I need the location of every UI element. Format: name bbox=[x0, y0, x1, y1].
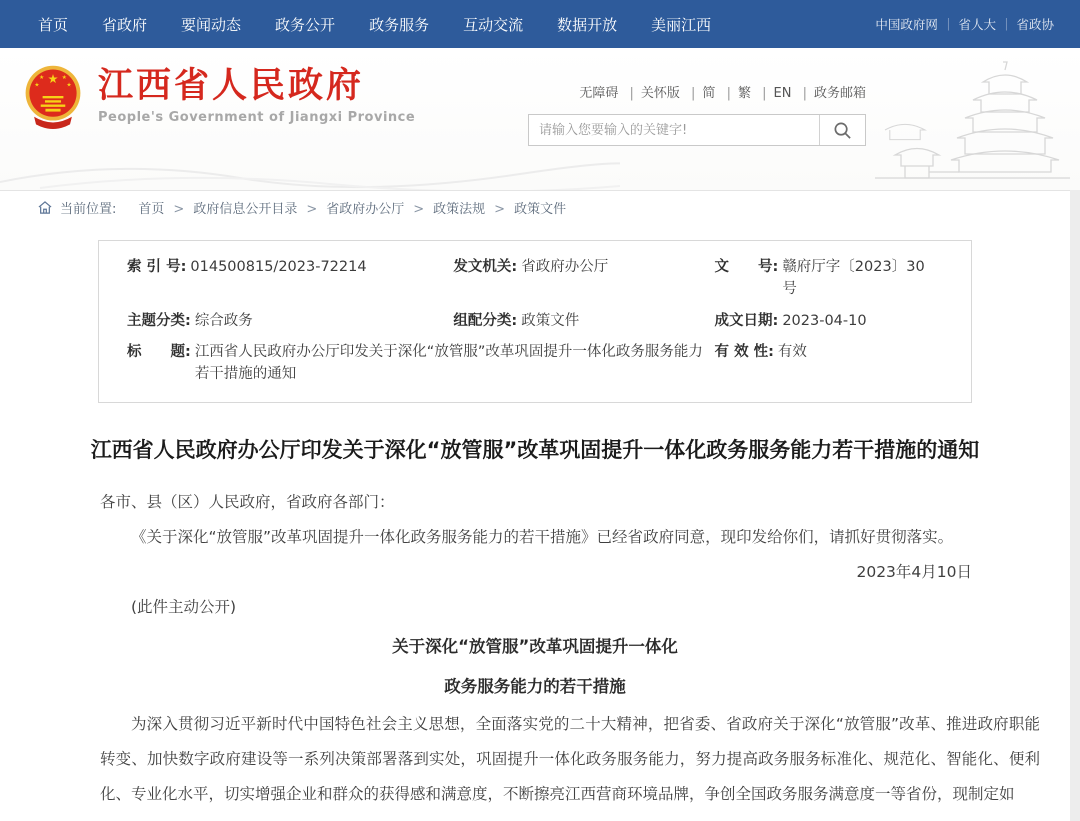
utility-links bbox=[506, 82, 866, 101]
meta-date-value: 2023-04-10 bbox=[782, 312, 867, 329]
search-input[interactable] bbox=[529, 115, 819, 145]
svg-text:★: ★ bbox=[34, 82, 40, 89]
article-body bbox=[100, 485, 1040, 812]
breadcrumb-general-office-link[interactable]: 省政府办公厅 bbox=[326, 202, 405, 217]
meta-issuer-value: 省政府办公厅 bbox=[521, 259, 609, 275]
nav-item-gov-services[interactable]: 政务服务 bbox=[369, 15, 430, 34]
national-emblem-logo bbox=[22, 62, 84, 130]
meta-date-label: 成文日期: bbox=[714, 312, 779, 329]
meta-title-value: 江西省人民政府办公厅印发关于深化“放管服”改革巩固提升一体化政务服务能力若干措施的通知 bbox=[194, 344, 703, 382]
nav-item-interaction[interactable]: 互动交流 bbox=[463, 15, 524, 34]
meta-group-label: 组配分类: bbox=[453, 312, 518, 329]
article-title: 江西省人民政府办公厅印发关于深化“放管服”改革巩固提升一体化政务服务能力若干措施的通知 bbox=[90, 437, 980, 462]
main-menu bbox=[38, 14, 711, 35]
article-date: 2023年4月10日 bbox=[856, 562, 972, 581]
site-subtitle-english: People's Government of Jiangxi Province bbox=[98, 110, 416, 126]
home-icon bbox=[38, 201, 52, 214]
meta-index-value: 014500815/2023-72214 bbox=[190, 259, 367, 275]
meta-group-category bbox=[453, 306, 714, 338]
meta-topic-label: 主题分类: bbox=[127, 312, 191, 329]
svg-text:★: ★ bbox=[47, 71, 59, 86]
site-title[interactable]: 江西省人民政府 bbox=[98, 65, 365, 106]
site-brand bbox=[22, 62, 415, 130]
article-salutation: 各市、县（区）人民政府，省政府各部门： bbox=[100, 492, 395, 511]
meta-validity-label: 有 效 性: bbox=[714, 344, 774, 361]
link-care-version[interactable]: | 关怀版 bbox=[622, 86, 679, 101]
meta-written-date bbox=[715, 306, 943, 338]
link-traditional-chinese[interactable]: | 繁 bbox=[720, 86, 751, 101]
svg-text:★: ★ bbox=[39, 75, 45, 81]
breadcrumb-policy-regulations-link[interactable]: 政策法规 bbox=[433, 202, 486, 217]
breadcrumb-home-link[interactable]: 首页 bbox=[138, 202, 165, 217]
pagoda-sketch-icon bbox=[865, 60, 1080, 190]
article-paragraph-measures-intro: 为深入贯彻习近平新时代中国特色社会主义思想，全面落实党的二十大精神，把省委、省政府关于深化“放管服”改革、推进政府职能转变、加快数字政府建设等一系列决策部署落到实处，巩固提升一体化政务服务能力，努力提高政务服务标准化、规范化、智能化、便利化、专业化水平，切实增强企业和群众的获得感和满意度，不断擦亮江西营商环境品牌，争创全国政务服务满意度一等省份，现制定如 bbox=[100, 714, 1040, 803]
breadcrumb-label: 当前位置: bbox=[60, 202, 117, 217]
meta-document-title bbox=[127, 337, 715, 391]
meta-index-number bbox=[127, 252, 453, 306]
link-accessibility[interactable]: 无障碍 bbox=[579, 86, 619, 101]
metadata-row bbox=[127, 337, 943, 391]
breadcrumb-info-directory[interactable] bbox=[164, 198, 297, 217]
page-content bbox=[0, 190, 1070, 821]
svg-text:★: ★ bbox=[66, 82, 72, 89]
nav-item-beautiful-jiangxi[interactable]: 美丽江西 bbox=[651, 15, 712, 34]
link-provincial-cppcc[interactable]: ｜ 省政协 bbox=[996, 15, 1054, 33]
external-gov-links bbox=[875, 15, 1054, 33]
breadcrumb-policy-regulations[interactable] bbox=[404, 198, 485, 217]
metadata-row bbox=[127, 306, 943, 338]
meta-document-number bbox=[715, 252, 943, 306]
meta-index-label: 索 引 号: bbox=[127, 259, 187, 275]
metadata-row bbox=[127, 252, 943, 306]
meta-group-value: 政策文件 bbox=[521, 312, 580, 329]
nav-item-gov-affairs-open[interactable]: 政务公开 bbox=[275, 15, 336, 34]
meta-doc-no-label: 文 号: bbox=[714, 259, 779, 275]
document-metadata-box bbox=[98, 240, 972, 403]
breadcrumb bbox=[0, 190, 1070, 224]
link-gov-mail[interactable]: | 政务邮箱 bbox=[796, 86, 866, 101]
search-icon bbox=[833, 121, 852, 140]
breadcrumb-general-office[interactable] bbox=[297, 198, 404, 217]
breadcrumb-policy-documents-current: > 政策文件 bbox=[485, 198, 566, 217]
article-subtitle-line2: 政务服务能力的若干措施 bbox=[444, 676, 626, 696]
breadcrumb-info-directory-link[interactable]: 政府信息公开目录 bbox=[193, 202, 298, 217]
meta-title-label: 标 题: bbox=[127, 344, 191, 361]
nav-item-provincial-gov[interactable]: 省政府 bbox=[102, 15, 148, 34]
site-header bbox=[0, 48, 1080, 190]
meta-issuer-label: 发文机关: bbox=[453, 259, 518, 275]
link-english[interactable]: | EN bbox=[755, 86, 791, 101]
svg-text:★: ★ bbox=[61, 75, 67, 81]
article-paragraph-forwarding: 《关于深化“放管服”改革巩固提升一体化政务服务能力的若干措施》已经省政府同意，现印发给你们，请抓好贯彻落实。 bbox=[131, 527, 954, 546]
nav-item-home[interactable]: 首页 bbox=[38, 15, 69, 34]
article-subtitle-line1: 关于深化“放管服”改革巩固提升一体化 bbox=[392, 636, 678, 656]
breadcrumb-home[interactable] bbox=[138, 198, 164, 217]
link-simplified-chinese[interactable]: | 简 bbox=[684, 86, 715, 101]
meta-topic-category bbox=[127, 306, 453, 338]
meta-issuing-agency bbox=[453, 252, 714, 306]
meta-validity-value: 有效 bbox=[777, 344, 807, 361]
link-provincial-peoples-congress[interactable]: ｜ 省人大 bbox=[938, 15, 996, 33]
meta-validity bbox=[715, 337, 943, 391]
site-search bbox=[528, 114, 866, 146]
link-china-gov-site[interactable]: 中国政府网 bbox=[875, 17, 938, 32]
nav-item-news[interactable]: 要闻动态 bbox=[181, 15, 242, 34]
meta-doc-no-value: 赣府厅字〔2023〕30号 bbox=[782, 259, 925, 297]
search-button[interactable] bbox=[819, 115, 865, 145]
article-disclosure-note: (此件主动公开) bbox=[131, 597, 237, 616]
top-navigation bbox=[0, 0, 1080, 48]
meta-topic-value: 综合政务 bbox=[194, 312, 253, 329]
nav-item-open-data[interactable]: 数据开放 bbox=[557, 15, 618, 34]
